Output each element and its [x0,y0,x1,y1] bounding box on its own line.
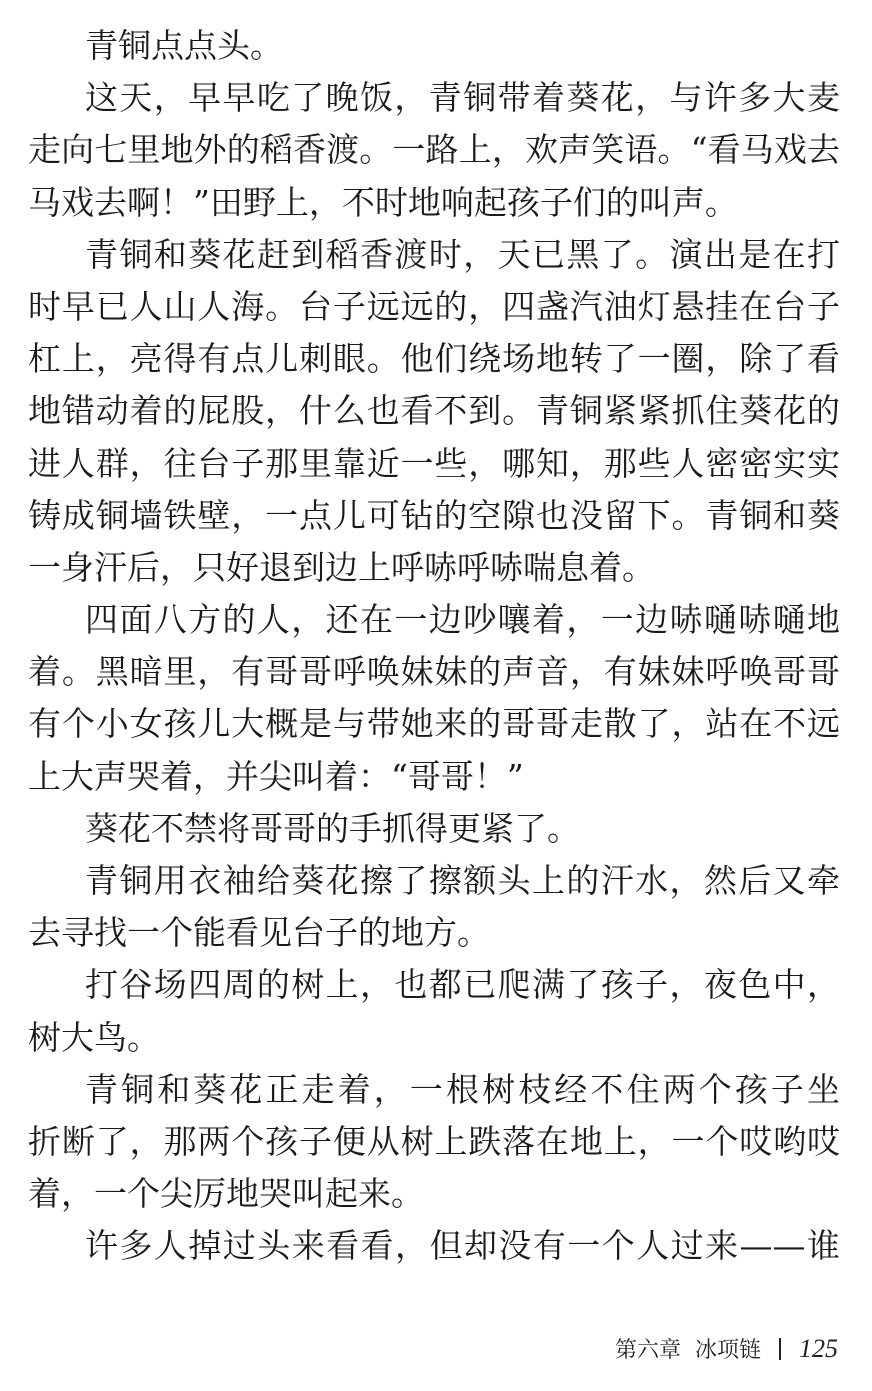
page-footer [615,1333,838,1364]
text-line: 四面八方的人，还在一边吵嚷着，一边哧嗵哧嗵地 [85,600,840,640]
chapter-title: 冰项链 [694,1338,761,1363]
text-line: 许多人掉过头来看看，但却没有一个人过来——谁 [85,1226,840,1266]
text-line: 这天，早早吃了晚饭，青铜带着葵花，与许多大麦 [85,78,840,118]
paragraph [28,959,840,1063]
chapter-label: 第六章 [614,1338,681,1363]
text-line: 马戏去啊！”田野上，不时地响起孩子们的叫声。 [28,182,738,222]
text-line: 进人群，往台子那里靠近一些，哪知，那些人密密实实 [28,443,840,483]
text-line: 杠上，亮得有点儿刺眼。他们绕场地转了一圈，除了看 [28,339,840,379]
text-line: 一身汗后，只好退到边上呼哧呼哧喘息着。 [28,547,655,587]
text-line: 地错动着的屁股，什么也看不到。青铜紧紧抓住葵花的 [28,391,840,431]
paragraph [28,1220,840,1272]
text-line: 青铜和葵花正走着，一根树枝经不住两个孩子坐 [85,1069,840,1109]
text-line: 折断了，那两个孩子便从树上跌落在地上，一个哎哟哎 [28,1121,840,1161]
paragraph [28,20,840,72]
paragraph [28,803,840,855]
page-number: 125 [799,1333,838,1363]
paragraph [28,229,840,594]
paragraph [28,855,840,959]
text-line: 走向七里地外的稻香渡。一路上，欢声笑语。“看马戏去 [28,130,840,170]
text-line: 时早已人山人海。台子远远的，四盏汽油灯悬挂在台子 [28,286,840,326]
text-line: 有个小女孩儿大概是与带她来的哥哥走散了，站在不远 [28,704,840,744]
text-line: 去寻找一个能看见台子的地方。 [28,913,490,953]
paragraph [28,1064,840,1221]
text-line: 着，一个尖厉地哭叫起来。 [28,1174,424,1214]
text-line: 青铜用衣袖给葵花擦了擦额头上的汗水，然后又牵 [85,861,840,900]
text-line: 青铜点点头。 [85,26,283,65]
text-line: 铸成铜墙铁壁，一点儿可钻的空隙也没留下。青铜和葵 [28,495,840,535]
footer-divider [779,1338,781,1360]
text-line: 青铜和葵花赶到稻香渡时，天已黑了。演出是在打 [85,234,840,274]
paragraph [28,72,840,229]
text-line: 葵花不禁将哥哥的手抓得更紧了。 [85,808,580,848]
paragraph [28,594,840,803]
text-line: 上大声哭着，并尖叫着：“哥哥！” [28,756,524,796]
text-line: 树大鸟。 [28,1017,160,1057]
text-line: 打谷场四周的树上，也都已爬满了孩子，夜色中， [85,965,840,1005]
text-line: 着。黑暗里，有哥哥呼唤妹妹的声音，有妹妹呼唤哥哥 [28,652,840,692]
body-text [28,20,840,1273]
